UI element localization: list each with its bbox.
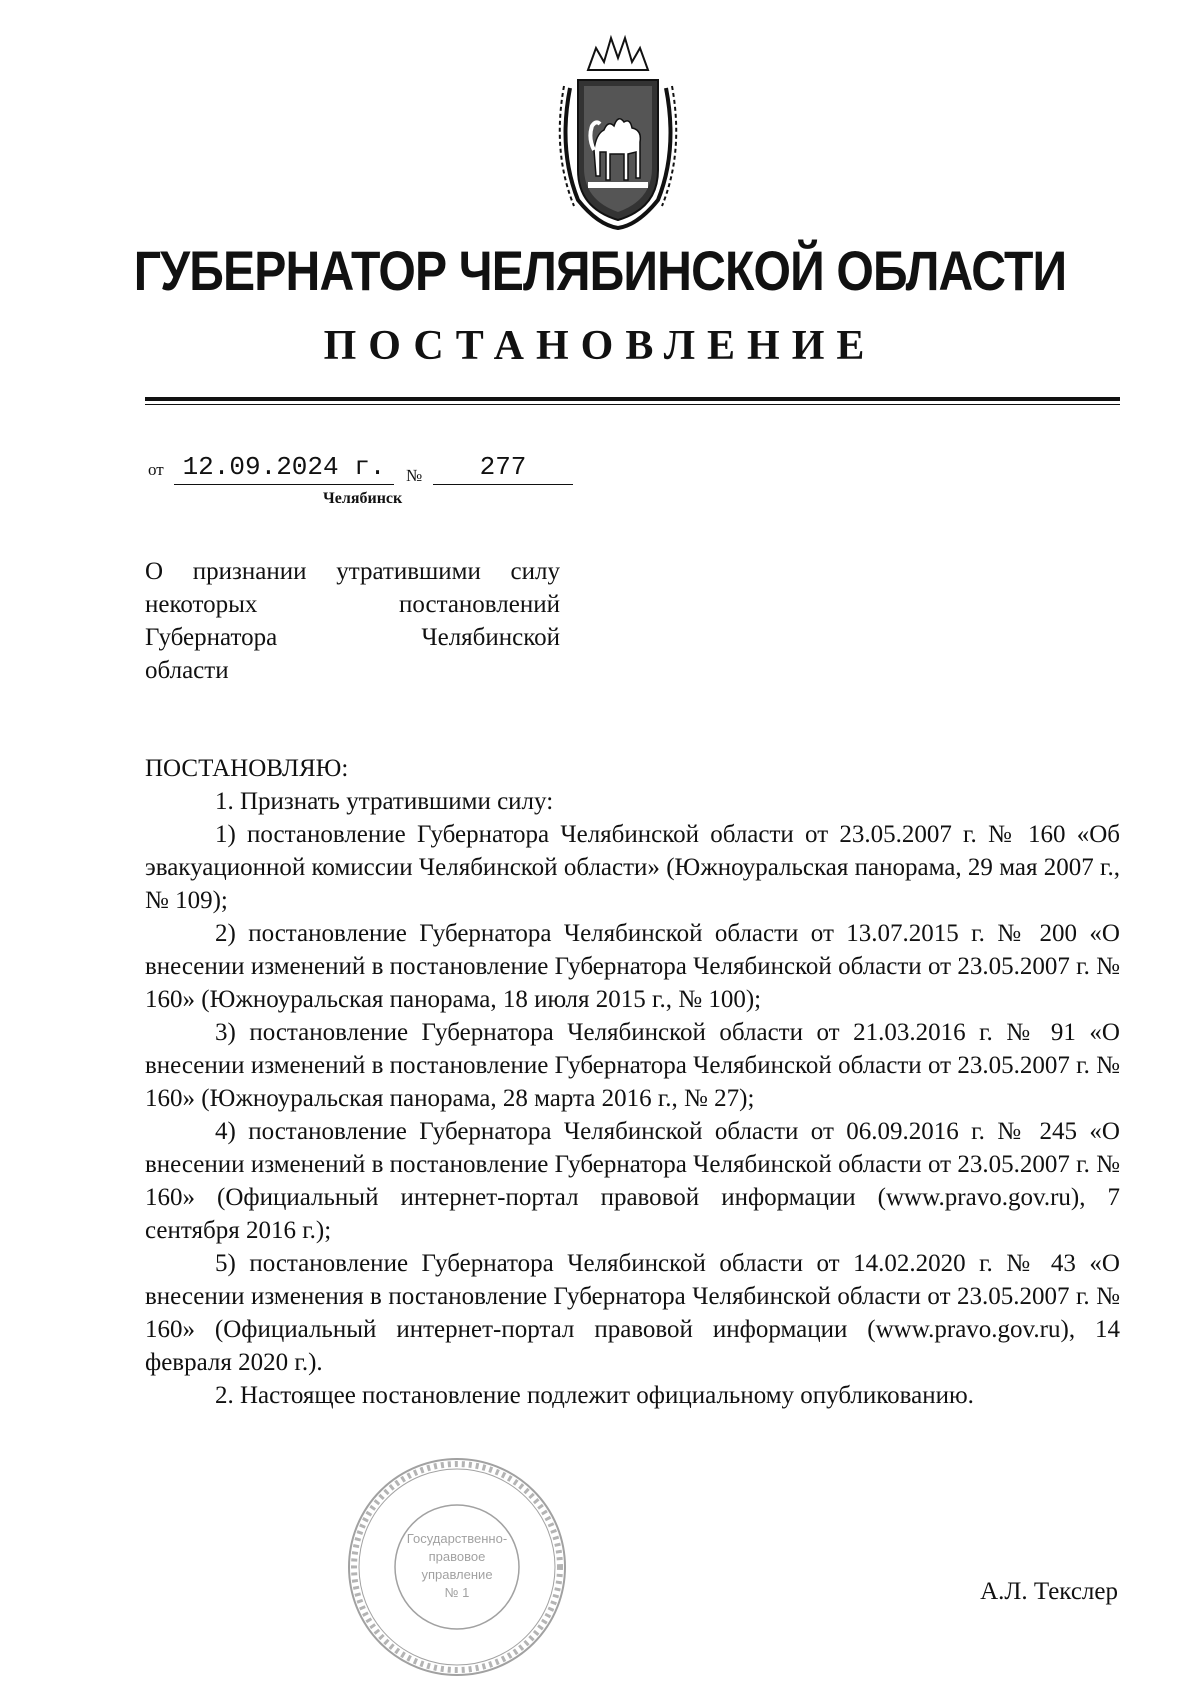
subclause-1: 1) постановление Губернатора Челябинской области от 23.05.2007 г. № 160 «Об эвакуационной комиссии Челябинской области» (Южноуральская панорама, 29 мая 2007 г., № 109);: [145, 821, 1120, 914]
document-meta: [148, 452, 527, 507]
organization-title: ГУБЕРНАТОР ЧЕЛЯБИНСКОЙ ОБЛАСТИ: [133, 239, 1067, 302]
signatory-name: А.Л. Текслер: [980, 1578, 1118, 1605]
stamp-line: № 1: [444, 1585, 470, 1600]
from-label: от: [148, 460, 164, 479]
subclause-4: 4) постановление Губернатора Челябинской области от 06.09.2016 г. № 245 «О внесении изменений в постановление Губернатора Челябинской области от 23.05.2007 г. № 160» (Официальный интернет-портал правовой информации (www.pravo.gov.ru), 7 сентября 2016 г.);: [145, 1118, 1120, 1244]
subject-word: Губернатора: [145, 624, 278, 651]
subject-word: постановлений: [399, 591, 560, 618]
resolve-heading: ПОСТАНОВЛЯЮ:: [145, 755, 349, 782]
clause-1: 1. Признать утратившими силу:: [215, 788, 554, 815]
subclause-2: 2) постановление Губернатора Челябинской области от 13.07.2015 г. № 200 «О внесении изменений в постановление Губернатора Челябинской области от 23.05.2007 г. № 160» (Южноуральская панорама, 18 июля 2015 г., № 100);: [145, 920, 1120, 1013]
subclause-3: 3) постановление Губернатора Челябинской области от 21.03.2016 г. № 91 «О внесении изменений в постановление Губернатора Челябинской области от 23.05.2007 г. № 160» (Южноуральская панорама, 28 марта 2016 г., № 27);: [145, 1019, 1120, 1112]
document-subject: [145, 555, 560, 687]
stamp-line: Государственно-: [406, 1531, 508, 1546]
official-seal-icon: [345, 1455, 570, 1680]
header-divider-thin: [145, 404, 1120, 405]
subject-line: [145, 621, 560, 654]
header-divider-thick: [145, 397, 1120, 401]
document-number: 277: [433, 452, 573, 485]
subject-line: О признании утратившими силу: [145, 558, 560, 585]
city-name: Челябинск: [323, 490, 403, 507]
subject-line: [145, 588, 560, 621]
chelyabinsk-coat-of-arms-icon: [548, 30, 688, 230]
subject-word: некоторых: [145, 591, 258, 618]
stamp-line: управление: [421, 1567, 493, 1582]
clause-2: 2. Настоящее постановление подлежит официальному опубликованию.: [215, 1382, 974, 1409]
subject-line: области: [145, 657, 229, 684]
subclause-5: 5) постановление Губернатора Челябинской области от 14.02.2020 г. № 43 «О внесении изменения в постановление Губернатора Челябинской области от 23.05.2007 г. № 160» (Официальный интернет-портал правовой информации (www.pravo.gov.ru), 14 февраля 2020 г.).: [145, 1250, 1120, 1376]
document-type: ПОСТАНОВЛЕНИЕ: [323, 323, 877, 369]
document-body: [145, 752, 1120, 1412]
stamp-line: правовое: [428, 1549, 486, 1564]
subject-word: Челябинской: [421, 624, 560, 651]
number-label: №: [406, 466, 423, 485]
document-date: 12.09.2024 г.: [174, 452, 394, 485]
